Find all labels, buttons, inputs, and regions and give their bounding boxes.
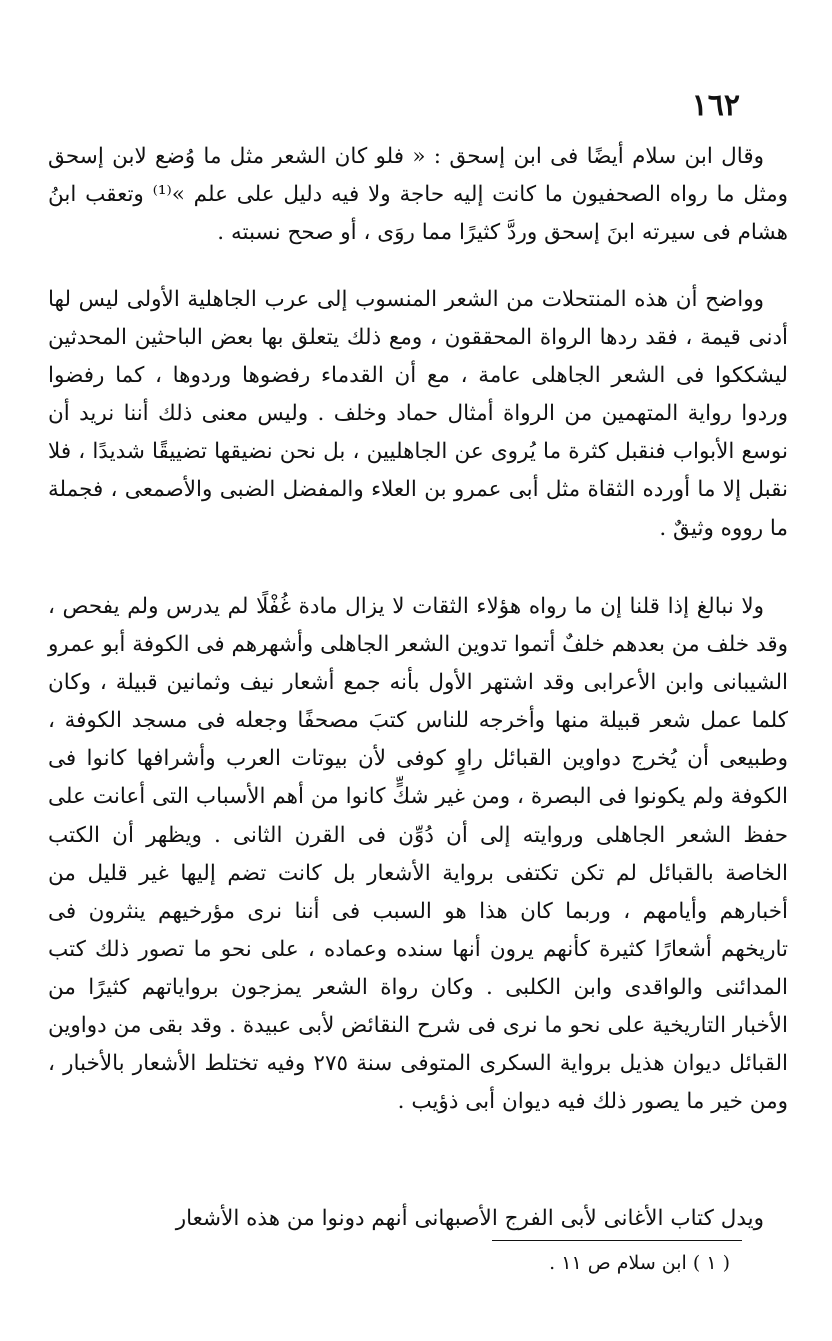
paragraph-forged-poetry: وواضح أن هذه المنتحلات من الشعر المنسوب إلى عرب الجاهلية الأولى ليس لها أدنى قيمة ، فقد ردها الرواة المحققون ، ومع ذلك يتعلق بها بعض الباحثين المحدثين ليشككوا فى الشعر الجاهلى عامة ، مع أن القدماء رفضوها وردوها ، كما رفضوا وردوا رواية المتهمين من الرواة أمثال حماد وخلف . وليس معنى ذلك أننا نريد أن نوسع الأبواب فنقبل كثرة ما يُروى عن الجاهليين ، بل نحن نضيقها تضييقًا شديدًا ، فلا نقبل إلا ما أورده الثقاة مثل أبى عمرو بن العلاء والمفضل الضبى والأصمعى ، فجملة ما رووه وثيقٌ . xyxy=(48,287,788,541)
body-text xyxy=(48,138,788,1240)
page-number: ١٦٢ xyxy=(691,88,740,123)
footnote-divider xyxy=(492,1240,742,1241)
footnote: ( ١ ) ابن سلام ص ١١ . xyxy=(549,1252,730,1274)
paragraph-ibn-sallam: وقال ابن سلام أيضًا فى ابن إسحق : « فلو كان الشعر مثل ما وُضع لابن إسحق ومثل ما رواه الصحفيون ما كانت إليه حاجة ولا فيه دليل على علم »⁽¹⁾ وتعقب ابنُ هشام فى سيرته ابنَ إسحق وردَّ كثيرًا مما روَى ، أو صحح نسبته . xyxy=(48,144,788,246)
paragraph-tribal-diwans: ولا نبالغ إذا قلنا إن ما رواه هؤلاء الثقات لا يزال مادة غُفْلًا لم يدرس ولم يفحص ، وقد خلف من بعدهم خلفٌ أتموا تدوين الشعر الجاهلى وأشهرهم فى الكوفة أبو عمرو الشيبانى وابن الأعرابى وقد اشتهر الأول بأنه جمع أشعار نيف وثمانين قبيلة ، وكان كلما عمل شعر قبيلة منها وأخرجه للناس كتبَ مصحفًا وجعله فى مسجد الكوفة ، وطبيعى أن يُخرج دواوين القبائل راوٍ كوفى لأن بيوتات العرب وأشرافها كانوا فى الكوفة ولم يكونوا فى البصرة ، ومن غير شكٍّ كانوا من أهم الأسباب التى أعانت على حفظ الشعر الجاهلى وروايته إلى أن دُوِّن فى القرن الثانى . ويظهر أن الكتب الخاصة بالقبائل لم تكن تكتفى برواية الأشعار بل كانت تضم إليها غير قليل من أخبارهم وأيامهم ، وربما كان هذا هو السبب فى أننا نرى مؤرخيهم ينثرون فى تاريخهم أشعارًا كثيرة كأنهم يرون أنها سنده وعماده ، على نحو ما تصور ذلك كتب المدائنى والواقدى وابن الكلبى . وكان رواة الشعر يمزجون برواياتهم كثيرًا من الأخبار التاريخية على نحو ما نرى فى شرح النقائض لأبى عبيدة . وقد بقى من دواوين القبائل ديوان هذيل برواية السكرى المتوفى سنة ٢٧٥ وفيه تختلط الأشعار بالأخبار ، ومن خير ما يصور ذلك فيه ديوان أبى ذؤيب . xyxy=(48,594,788,1115)
paragraph-aghani: ويدل كتاب الأغانى لأبى الفرج الأصبهانى أنهم دونوا من هذه الأشعار xyxy=(175,1206,764,1231)
